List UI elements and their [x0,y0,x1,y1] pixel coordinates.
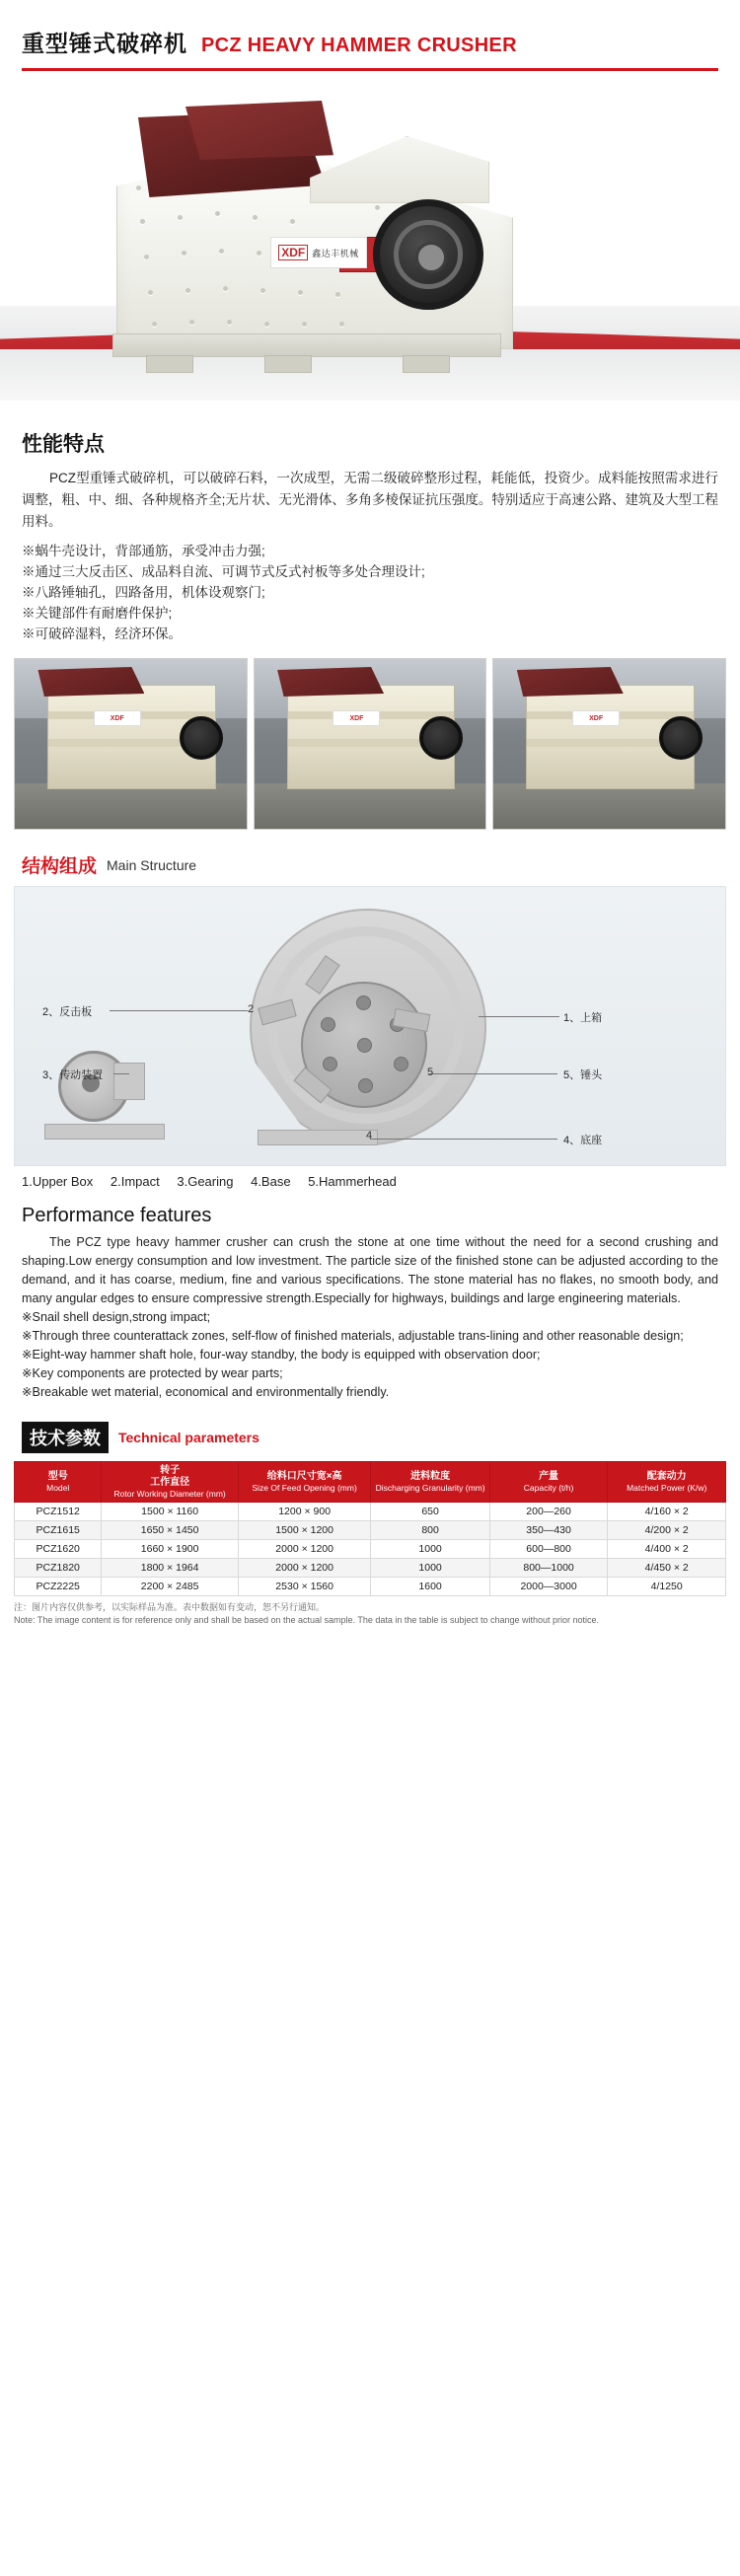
cell-capacity: 600—800 [489,1540,608,1559]
features-cn-heading: 性能特点 [22,433,105,456]
photo-brand-tag: XDF [333,710,380,726]
brand-logo-mark: XDF [278,245,308,260]
crusher-illustration [77,93,669,379]
col-feed-opening-en: Size Of Feed Opening (mm) [252,1483,357,1493]
header-titles [22,26,718,58]
photo-machine-flywheel [419,716,463,760]
col-model-cn: 型号 [47,1471,68,1482]
diagram-number-2: 2 [248,1003,255,1015]
page-title-cn: 重型锤式破碎机 [22,31,187,56]
col-feed-opening-cn: 给料口尺寸宽×高 [266,1471,342,1482]
cell-model: PCZ1615 [15,1521,102,1540]
photo-gallery [0,644,740,830]
cell-model: PCZ2225 [15,1578,102,1596]
features-cn-bullets [22,541,718,644]
features-en-heading: Performance features [22,1205,212,1226]
structure-caption-item: 2.Impact [110,1174,160,1189]
structure-caption [0,1166,740,1189]
flywheel-inner-ring [394,220,463,289]
col-power-en: Matched Power (K/w) [627,1483,707,1493]
crusher-leg [264,355,312,373]
features-en-bullet: ※Key components are protected by wear parts; [22,1366,283,1380]
cell-capacity: 350—430 [489,1521,608,1540]
table-row [15,1578,726,1596]
col-granularity-cn: 进料粒度 [410,1471,451,1482]
cell-power: 4/200 × 2 [608,1521,726,1540]
structure-diagram [14,886,726,1166]
photo-ground [493,783,725,829]
col-rotor-diameter-en: Rotor Working Diameter (mm) [113,1489,226,1499]
features-cn-bullet: ※可破碎湿料，经济环保。 [22,626,182,641]
cell-feed-opening: 1500 × 1200 [238,1521,371,1540]
cell-rotor-diameter: 1660 × 1900 [102,1540,238,1559]
cell-power: 4/400 × 2 [608,1540,726,1559]
cell-power: 4/450 × 2 [608,1559,726,1578]
features-cn-section [0,428,740,644]
parameters-heading [0,1422,740,1453]
parameters-heading-en: Technical parameters [118,1430,259,1445]
callout-line [113,1073,129,1074]
diagram-number-5: 5 [427,1067,434,1078]
structure-frame [258,1130,378,1145]
callout-impact: 2、反击板 [42,1006,93,1018]
structure-heading [0,851,740,878]
brand-plate [270,237,367,268]
parameters-heading-cn: 技术参数 [22,1422,109,1453]
callout-gearing: 3、传动装置 [42,1069,104,1081]
structure-machine-section [250,909,482,1141]
photo-ground [15,783,247,829]
cell-feed-opening: 1200 × 900 [238,1503,371,1521]
cell-capacity: 2000—3000 [489,1578,608,1596]
structure-gearing [58,1045,143,1130]
col-model [15,1462,102,1503]
photo-brand-tag: XDF [572,710,620,726]
hero-product-image [0,75,740,401]
features-en-paragraph: The PCZ type heavy hammer crusher can crush the stone at one time without the need for a second crushing and shaping.Low energy consumption and low investment. The particle size of the finished stone can be adjusted according to the demand, and it has coarse, medium, fine and various specifications. The stone material has no flakes, no smooth body, and many angular edges to ensure compressive strength.Especially for highways, buildings and large engineering materials. [22,1235,718,1305]
structure-caption-item: 3.Gearing [177,1174,234,1189]
cell-rotor-diameter: 1500 × 1160 [102,1503,238,1521]
features-en-bullet: ※Eight-way hammer shaft hole, four-way standby, the body is equipped with observation door; [22,1348,541,1362]
photo-brand-tag: XDF [94,710,141,726]
structure-heading-cn: 结构组成 [22,856,98,877]
table-row [15,1521,726,1540]
col-granularity [371,1462,489,1503]
callout-line [429,1073,557,1074]
parameters-table [14,1461,726,1596]
table-note [0,1596,740,1645]
col-capacity [489,1462,608,1503]
photo-machine-side [254,658,487,830]
cell-feed-opening: 2530 × 1560 [238,1578,371,1596]
photo-machine-hopper [517,667,624,697]
structure-caption-item: 4.Base [251,1174,291,1189]
col-power [608,1462,726,1503]
crusher-flywheel [373,199,483,310]
crusher-leg [403,355,450,373]
features-en-section [0,1205,740,1402]
table-row [15,1540,726,1559]
photo-machine-hopper [37,667,144,697]
structure-caption-item: 5.Hammerhead [308,1174,397,1189]
cell-rotor-diameter: 1800 × 1964 [102,1559,238,1578]
crusher-base [112,333,501,357]
table-note-en: Note: The image content is for reference only and shall be based on the actual sample. The data in the table is subject to change without prior notice. [14,1615,600,1625]
features-en-bullet: ※Through three counterattack zones, self-flow of finished materials, adjustable trans-lining and other reasonable design; [22,1329,684,1343]
cell-power: 4/160 × 2 [608,1503,726,1521]
cell-rotor-diameter: 2200 × 2485 [102,1578,238,1596]
photo-machine-angle [492,658,726,830]
photo-machine-flywheel [180,716,223,760]
col-power-cn: 配套动力 [646,1471,687,1482]
col-capacity-cn: 产量 [539,1471,559,1482]
structure-motor [113,1063,145,1100]
cell-granularity: 1000 [371,1540,489,1559]
features-cn-bullet: ※通过三大反击区、成品料自流、可调节式反式衬板等多处合理设计; [22,564,425,579]
crusher-leg [146,355,193,373]
structure-caption-item: 1.Upper Box [22,1174,94,1189]
features-cn-paragraph: PCZ型重锤式破碎机，可以破碎石料，一次成型，无需二级破碎整形过程，耗能低，投资少。成料能按照需求进行调整，粗、中、细、各种规格齐全;无片状、无光滑体、多角多棱保证抗压强度。特别适应于高速公路、建筑及大型工程用料。 [22,471,718,529]
photo-machine-flywheel [659,716,703,760]
callout-hammerhead: 5、锤头 [563,1069,603,1081]
callout-upper-box: 1、上箱 [563,1012,603,1024]
col-granularity-en: Discharging Granularity (mm) [375,1483,485,1493]
header-divider [22,68,718,71]
col-model-en: Model [46,1483,70,1493]
cell-capacity: 200—260 [489,1503,608,1521]
diagram-number-4: 4 [366,1130,373,1141]
table-row [15,1559,726,1578]
col-rotor-diameter [102,1462,238,1503]
crusher-upper-box [310,136,489,203]
crusher-feed-hopper-lip [185,101,333,160]
callout-line [479,1016,559,1017]
table-note-cn: 注：图片内容仅供参考，以实际样品为准。表中数据如有变动，恕不另行通知。 [14,1602,326,1612]
features-cn-bullet: ※八路锤轴孔，四路备用，机体设观察门; [22,585,265,600]
cell-granularity: 650 [371,1503,489,1521]
table-header-row [15,1462,726,1503]
col-capacity-en: Capacity (t/h) [523,1483,574,1493]
cell-model: PCZ1512 [15,1503,102,1521]
cell-feed-opening: 2000 × 1200 [238,1540,371,1559]
cell-model: PCZ1620 [15,1540,102,1559]
callout-line [370,1139,557,1140]
cell-power: 4/1250 [608,1578,726,1596]
parameters-table-head [15,1462,726,1503]
page-title-en: PCZ HEAVY HAMMER CRUSHER [201,35,517,56]
brand-name-cn: 鑫达丰机械 [312,248,359,258]
features-en-bullet: ※Breakable wet material, economical and environmentally friendly. [22,1385,390,1399]
cell-granularity: 1600 [371,1578,489,1596]
table-row [15,1503,726,1521]
photo-machine-front [14,658,248,830]
features-en-bullet: ※Snail shell design,strong impact; [22,1310,211,1324]
col-feed-opening [238,1462,371,1503]
callout-base: 4、底座 [563,1135,603,1146]
page-header [0,0,740,71]
structure-drive-base [44,1124,165,1140]
cell-granularity: 800 [371,1521,489,1540]
cell-feed-opening: 2000 × 1200 [238,1559,371,1578]
cell-model: PCZ1820 [15,1559,102,1578]
features-cn-bullet: ※蜗牛壳设计，背部通筋，承受冲击力强; [22,544,265,558]
cell-capacity: 800—1000 [489,1559,608,1578]
photo-ground [255,783,486,829]
callout-line [110,1010,248,1011]
cell-rotor-diameter: 1650 × 1450 [102,1521,238,1540]
col-rotor-diameter-cn: 转子 工作直径 [150,1465,190,1488]
parameters-table-body [15,1503,726,1596]
features-cn-bullet: ※关键部件有耐磨件保护; [22,606,173,621]
cell-granularity: 1000 [371,1559,489,1578]
structure-heading-en: Main Structure [107,856,197,873]
photo-machine-hopper [277,667,384,697]
